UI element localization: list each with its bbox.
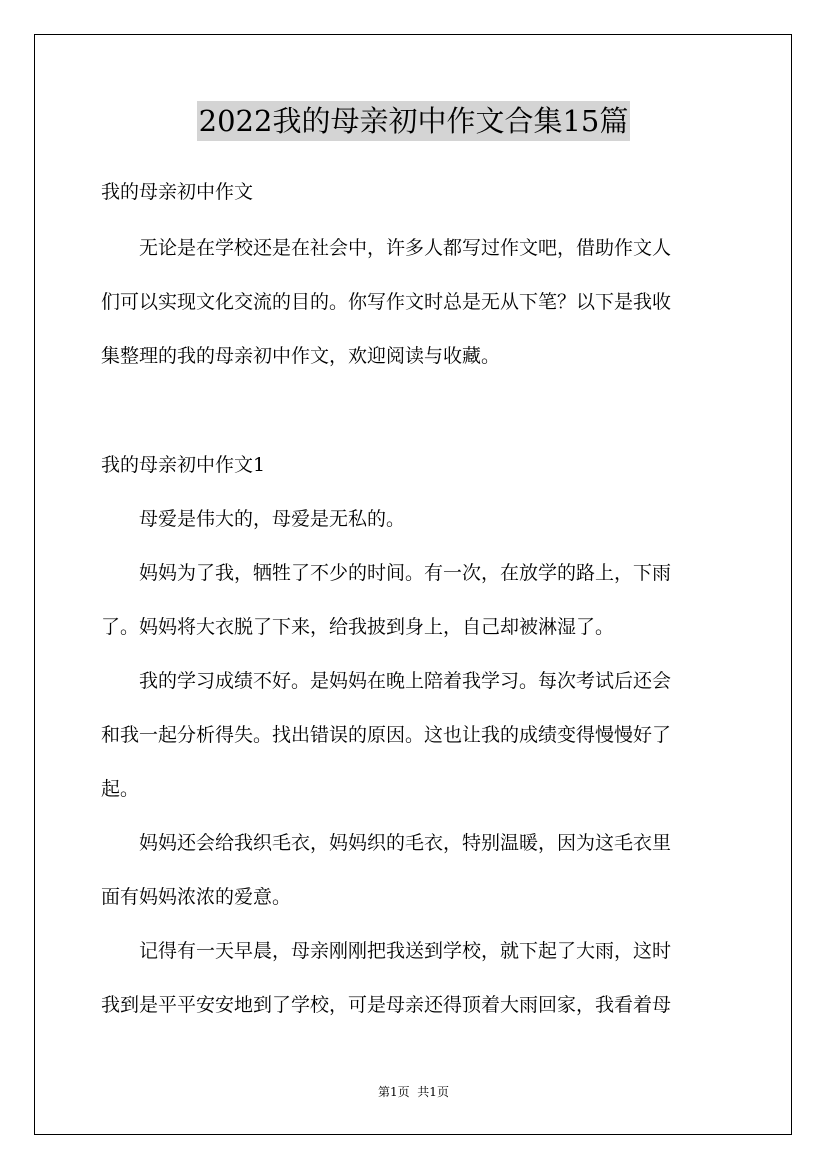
paragraph-line: 和我一起分析得失。找出错误的原因。这也让我的成绩变得慢慢好了 <box>101 724 672 746</box>
paragraph-line: 了。妈妈将大衣脱了下来，给我披到身上，自己却被淋湿了。 <box>101 616 615 638</box>
document-title: 2022我的母亲初中作文合集15篇 <box>197 101 631 141</box>
paragraph-line: 集整理的我的母亲初中作文，欢迎阅读与收藏。 <box>101 345 501 367</box>
page-footer: 第1页 共1页 <box>378 1085 449 1099</box>
section-heading: 我的母亲初中作文1 <box>101 454 266 476</box>
paragraph-line: 妈妈为了我，牺牲了不少的时间。有一次，在放学的路上，下雨 <box>101 562 672 584</box>
title-wrap <box>0 101 827 141</box>
section-heading: 我的母亲初中作文 <box>101 181 254 203</box>
paragraph-line: 母爱是伟大的，母爱是无私的。 <box>101 508 406 530</box>
paragraph-line: 我的学习成绩不好。是妈妈在晚上陪着我学习。每次考试后还会 <box>101 670 672 692</box>
paragraph-line: 无论是在学校还是在社会中，许多人都写过作文吧，借助作文人 <box>101 237 672 259</box>
paragraph-line: 们可以实现文化交流的目的。你写作文时总是无从下笔？以下是我收 <box>101 291 672 313</box>
paragraph-line: 起。 <box>101 778 140 800</box>
paragraph-line: 记得有一天早晨，母亲刚刚把我送到学校，就下起了大雨，这时 <box>101 940 672 962</box>
paragraph-line: 面有妈妈浓浓的爱意。 <box>101 886 292 908</box>
paragraph-line: 我到是平平安安地到了学校，可是母亲还得顶着大雨回家，我看着母 <box>101 994 672 1016</box>
paragraph-line: 妈妈还会给我织毛衣，妈妈织的毛衣，特别温暖，因为这毛衣里 <box>101 832 672 854</box>
